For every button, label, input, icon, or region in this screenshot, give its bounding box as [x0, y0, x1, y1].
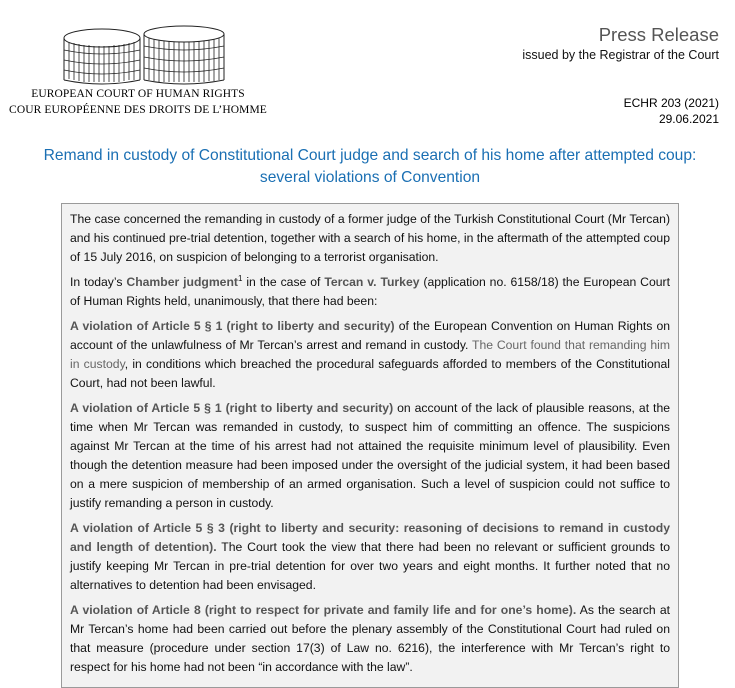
headline: Remand in custody of Constitutional Court judge and search of his home after attempted coup: several violations of Convention [43, 147, 697, 186]
release-date: 29.06.2021 [658, 112, 719, 126]
summary-paragraph-5 [70, 519, 670, 595]
chamber-judgment-label: Chamber judgment [126, 275, 238, 289]
press-release-subtitle: issued by the Registrar of the Court [522, 48, 719, 62]
summary-paragraph-2 [70, 273, 670, 311]
summary-paragraph-4 [70, 399, 670, 513]
violation-heading: A violation of Article 5 § 1 (right to liberty and security) [70, 319, 395, 333]
reference-number: ECHR 203 (2021) [623, 96, 719, 110]
violation-heading: A violation of Article 5 § 3 (right to liberty and security: reasoning of decisions to remand in custody and length of detention). [70, 521, 670, 554]
text: on account of the lack of plausible reasons, at the time when Mr Tercan was remanded in custody, to suspect him of committing an offence. The suspicions against Mr Tercan at the time of his arrest had not attained the requisite minimum level of plausibility. Even though the detention measure had been imposed under the oversight of the judicial system, it had been based on a mere suspicion of membership of an armed organisation. Such a level of suspicion could not suffice to justify remanding a person in custody. [70, 401, 670, 510]
court-name-fr: COUR EUROPÉENNE DES DROITS DE L’HOMME [9, 104, 267, 116]
violation-heading: A violation of Article 8 (right to respect for private and family life and for one’s home). [70, 603, 577, 617]
echr-building-logo-icon [60, 24, 230, 86]
summary-paragraph-6 [70, 601, 670, 677]
summary-paragraph-3 [70, 317, 670, 393]
text: of the European Convention on Human Rights on account of the unlawfulness of Mr Tercan’s arrest and remand in custody. [70, 319, 671, 352]
court-name-en: EUROPEAN COURT OF HUMAN RIGHTS [31, 88, 245, 100]
text: (application no. 6158/18) the European Court of Human Rights held, unanimously, that there had been: [70, 275, 670, 308]
violation-heading: A violation of Article 5 § 1 (right to liberty and security) [70, 401, 394, 415]
text: , in conditions which breached the procedural safeguards afforded to members of the Constitutional Court, had not been lawful. [70, 357, 670, 390]
press-release-title: Press Release [598, 24, 719, 45]
footnote-marker: 1 [237, 273, 243, 283]
case-name: Tercan v. Turkey [324, 275, 420, 289]
text: As the search at Mr Tercan’s home had been carried out before the plenary assembly of the Constitutional Court had ruled on that measure (procedure under section 17(3) of Law no. 6216), the interference with Mr Tercan’s right to respect for his home had not been “in accordance with the law”. [70, 603, 671, 674]
summary-paragraph-1: The case concerned the remanding in custody of a former judge of the Turkish Constitutional Court (Mr Tercan) and his continued pre-trial detention, together with a search of his home, in the aftermath of the attempted coup of 15 July 2016, on suspicion of belonging to a terrorist organisation. [70, 212, 670, 264]
text: In today’s [70, 275, 127, 289]
summary-box [61, 203, 679, 688]
highlighted-text: The Court found that remanding him in custody [70, 338, 670, 371]
text: The Court took the view that there had been no relevant or sufficient grounds to justify keeping Mr Tercan in pre-trial detention for over two years and eight months. It further noted that no alternatives to detention had been envisaged. [70, 540, 670, 592]
text: in the case of [242, 275, 325, 289]
